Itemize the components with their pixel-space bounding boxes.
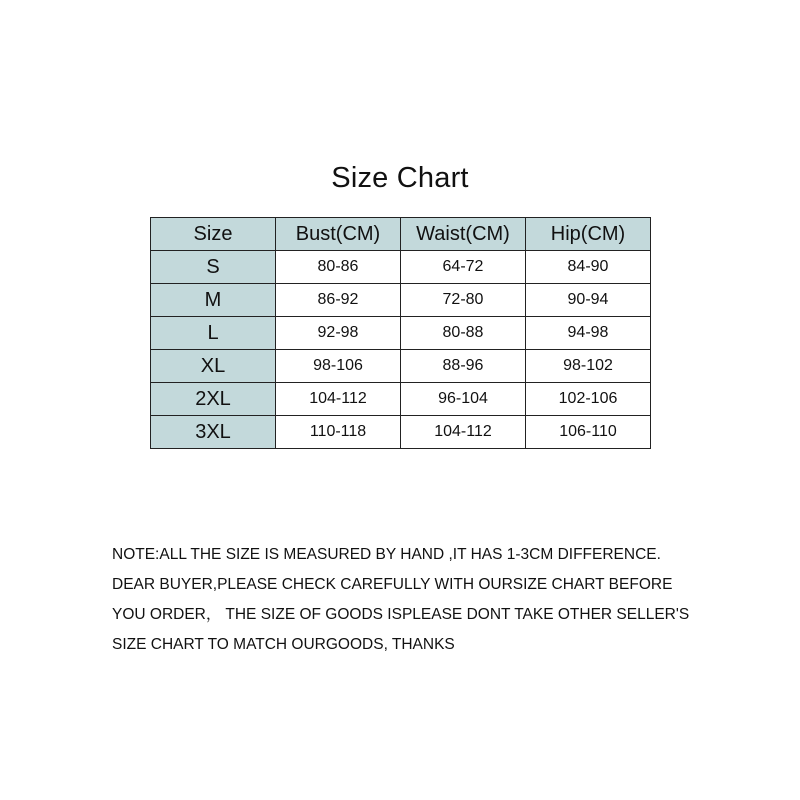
hip-cell: 102-106	[526, 383, 651, 416]
size-label-cell: M	[151, 284, 276, 317]
note-line: YOU ORDER， THE SIZE OF GOODS ISPLEASE DONT TAKE OTHER SELLER'S	[112, 606, 690, 623]
hip-cell: 84-90	[526, 251, 651, 284]
hip-cell: 90-94	[526, 284, 651, 317]
waist-cell: 72-80	[401, 284, 526, 317]
bust-cell: 104-112	[276, 383, 401, 416]
header-waist: Waist(CM)	[401, 218, 526, 251]
bust-cell: 80-86	[276, 251, 401, 284]
bust-cell: 92-98	[276, 317, 401, 350]
page-title: Size Chart	[331, 162, 469, 194]
size-label-cell: L	[151, 317, 276, 350]
hip-cell: 106-110	[526, 416, 651, 449]
size-label-cell: 3XL	[151, 416, 276, 449]
table-row	[151, 251, 651, 284]
size-chart-table	[150, 217, 651, 449]
table-header-row	[151, 218, 651, 251]
size-label-cell: S	[151, 251, 276, 284]
size-label-cell: XL	[151, 350, 276, 383]
table-row	[151, 416, 651, 449]
bust-cell: 98-106	[276, 350, 401, 383]
header-hip: Hip(CM)	[526, 218, 651, 251]
table-row	[151, 383, 651, 416]
hip-cell: 98-102	[526, 350, 651, 383]
table-row	[151, 350, 651, 383]
waist-cell: 64-72	[401, 251, 526, 284]
bust-cell: 86-92	[276, 284, 401, 317]
bust-cell: 110-118	[276, 416, 401, 449]
hip-cell: 94-98	[526, 317, 651, 350]
header-bust: Bust(CM)	[276, 218, 401, 251]
table-row	[151, 317, 651, 350]
note-line: DEAR BUYER,PLEASE CHECK CAREFULLY WITH OURSIZE CHART BEFORE	[112, 576, 673, 593]
table-row	[151, 284, 651, 317]
waist-cell: 96-104	[401, 383, 526, 416]
size-label-cell: 2XL	[151, 383, 276, 416]
waist-cell: 104-112	[401, 416, 526, 449]
header-size: Size	[151, 218, 276, 251]
waist-cell: 80-88	[401, 317, 526, 350]
waist-cell: 88-96	[401, 350, 526, 383]
note-line: SIZE CHART TO MATCH OURGOODS, THANKS	[112, 636, 455, 653]
size-note	[112, 540, 712, 660]
note-line: NOTE:ALL THE SIZE IS MEASURED BY HAND ,IT HAS 1-3CM DIFFERENCE.	[112, 546, 661, 563]
